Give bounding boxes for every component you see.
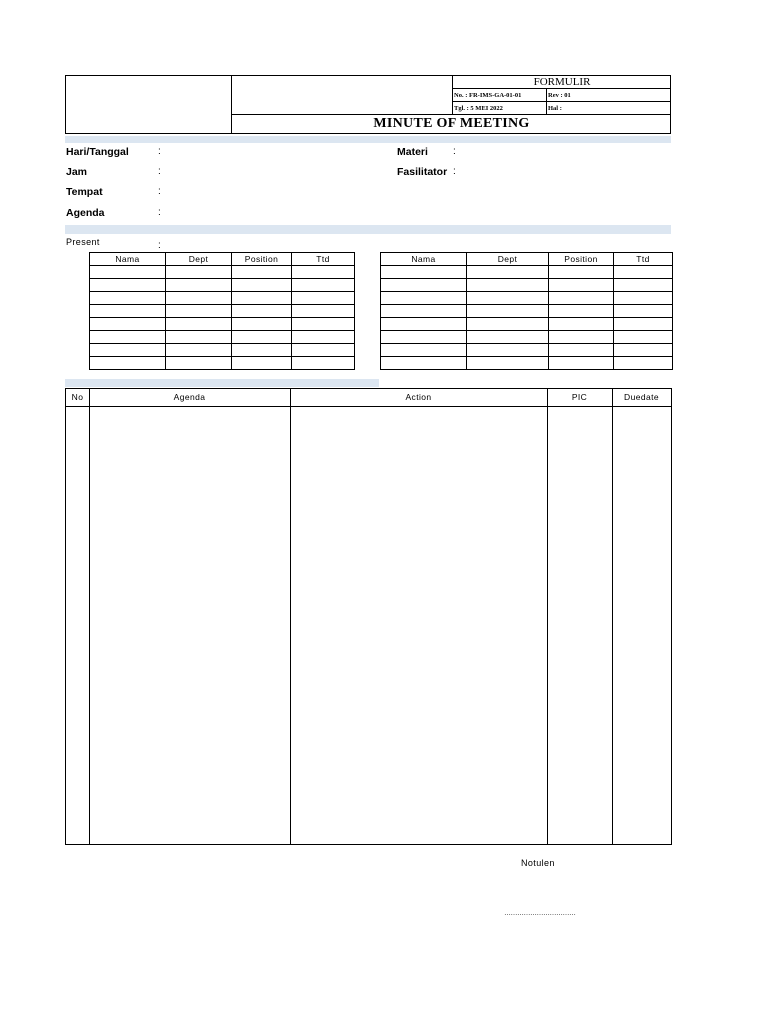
table-cell[interactable]: [381, 331, 467, 344]
facilitator-colon: :: [453, 166, 456, 177]
table-cell[interactable]: [614, 279, 673, 292]
table-row: [90, 292, 355, 305]
table-cell[interactable]: [292, 279, 355, 292]
table-cell[interactable]: [166, 279, 232, 292]
table-cell[interactable]: [549, 266, 614, 279]
table-cell[interactable]: [232, 305, 292, 318]
table-row: [90, 318, 355, 331]
table-cell[interactable]: [166, 357, 232, 370]
table-row: [381, 266, 673, 279]
document-number: No. : FR-IMS-GA-01-01: [453, 89, 547, 102]
separator-band: [65, 379, 379, 387]
table-cell[interactable]: [232, 279, 292, 292]
page-title: MINUTE OF MEETING: [373, 116, 530, 131]
table-cell[interactable]: [381, 292, 467, 305]
table-row: [381, 331, 673, 344]
revision-number: Rev : 01: [547, 89, 671, 102]
table-cell[interactable]: [614, 318, 673, 331]
table-cell[interactable]: [381, 344, 467, 357]
table-cell[interactable]: [232, 318, 292, 331]
table-cell[interactable]: [166, 266, 232, 279]
table-cell[interactable]: [166, 318, 232, 331]
attendance-table-left: [89, 252, 355, 370]
table-cell[interactable]: [90, 279, 166, 292]
table-cell[interactable]: [166, 344, 232, 357]
table-cell[interactable]: [90, 305, 166, 318]
column-header-position: Position: [549, 253, 614, 266]
column-header-dept: Dept: [166, 253, 232, 266]
column-header-pic: PIC: [571, 392, 588, 402]
table-cell[interactable]: [614, 344, 673, 357]
table-cell[interactable]: [614, 331, 673, 344]
table-cell[interactable]: [232, 344, 292, 357]
table-cell[interactable]: [614, 266, 673, 279]
table-cell[interactable]: [549, 279, 614, 292]
table-cell[interactable]: [467, 266, 549, 279]
table-cell[interactable]: [292, 266, 355, 279]
table-cell[interactable]: [549, 344, 614, 357]
duedate-column-body[interactable]: [613, 407, 671, 844]
document-date: Tgl. : 5 MEI 2022: [453, 102, 547, 115]
action-column-body[interactable]: [291, 407, 547, 844]
table-cell[interactable]: [381, 357, 467, 370]
table-row: [90, 266, 355, 279]
table-row: [381, 357, 673, 370]
column-header-duedate: Duedate: [624, 392, 659, 402]
table-cell[interactable]: [232, 357, 292, 370]
table-cell[interactable]: [549, 331, 614, 344]
table-cell[interactable]: [614, 292, 673, 305]
table-row: [90, 305, 355, 318]
place-colon: :: [158, 186, 161, 197]
table-row: [381, 279, 673, 292]
day-date-colon: :: [158, 146, 161, 157]
table-cell[interactable]: [292, 305, 355, 318]
agenda-colon: :: [158, 207, 161, 218]
time-colon: :: [158, 166, 161, 177]
table-cell[interactable]: [292, 344, 355, 357]
table-row: [381, 344, 673, 357]
table-cell[interactable]: [381, 305, 467, 318]
table-cell[interactable]: [467, 318, 549, 331]
table-cell[interactable]: [292, 318, 355, 331]
time-label: Jam: [66, 166, 88, 178]
separator-band: [65, 136, 671, 143]
logo-area: [66, 76, 232, 133]
table-cell[interactable]: [90, 318, 166, 331]
table-row: [90, 331, 355, 344]
table-row: [90, 357, 355, 370]
table-cell[interactable]: [467, 344, 549, 357]
table-cell[interactable]: [232, 331, 292, 344]
subject-label: Materi: [397, 146, 428, 158]
column-header-no: No: [71, 392, 84, 402]
table-cell[interactable]: [467, 279, 549, 292]
table-cell[interactable]: [90, 344, 166, 357]
table-cell[interactable]: [90, 266, 166, 279]
column-header-signature: Ttd: [614, 253, 673, 266]
facilitator-label: Fasilitator: [397, 166, 448, 178]
attendance-table-right: [380, 252, 673, 370]
table-cell[interactable]: [232, 266, 292, 279]
column-header-signature: Ttd: [292, 253, 355, 266]
agenda-column-body[interactable]: [90, 407, 290, 844]
table-cell[interactable]: [467, 331, 549, 344]
table-cell[interactable]: [232, 292, 292, 305]
table-row: [381, 318, 673, 331]
table-row: [90, 344, 355, 357]
table-row: [90, 279, 355, 292]
subject-colon: :: [453, 146, 456, 157]
place-label: Tempat: [66, 186, 103, 198]
table-cell[interactable]: [467, 292, 549, 305]
table-row: [381, 292, 673, 305]
pic-column-body[interactable]: [548, 407, 612, 844]
table-cell[interactable]: [614, 357, 673, 370]
table-header-row: [90, 253, 355, 266]
page-number: Hal :: [547, 102, 671, 115]
column-header-position: Position: [232, 253, 292, 266]
agenda-label: Agenda: [66, 207, 105, 219]
table-cell[interactable]: [90, 292, 166, 305]
table-cell[interactable]: [90, 331, 166, 344]
table-cell[interactable]: [90, 357, 166, 370]
column-header-name: Nama: [381, 253, 467, 266]
present-label: Present: [66, 237, 100, 247]
table-cell[interactable]: [166, 292, 232, 305]
signature-line: ……………………………: [504, 910, 576, 917]
table-cell[interactable]: [549, 357, 614, 370]
column-header-action: Action: [405, 392, 432, 402]
table-cell[interactable]: [549, 318, 614, 331]
table-cell[interactable]: [549, 292, 614, 305]
table-cell[interactable]: [467, 357, 549, 370]
present-colon: :: [158, 240, 161, 251]
column-header-dept: Dept: [467, 253, 549, 266]
table-cell[interactable]: [292, 357, 355, 370]
separator-band: [65, 225, 671, 234]
table-cell[interactable]: [614, 305, 673, 318]
no-column-body[interactable]: [66, 407, 89, 844]
company-name-area: [232, 76, 453, 115]
form-type-label: FORMULIR: [453, 76, 671, 89]
table-row: [381, 305, 673, 318]
form-header: [65, 75, 671, 134]
table-cell[interactable]: [467, 305, 549, 318]
table-header-row: [381, 253, 673, 266]
day-date-label: Hari/Tanggal: [66, 146, 129, 158]
table-cell[interactable]: [166, 305, 232, 318]
table-cell[interactable]: [292, 331, 355, 344]
notulen-label: Notulen: [521, 858, 555, 868]
action-items-table: [65, 388, 672, 845]
table-cell[interactable]: [549, 305, 614, 318]
table-cell[interactable]: [381, 279, 467, 292]
table-cell[interactable]: [166, 331, 232, 344]
column-header-name: Nama: [90, 253, 166, 266]
table-cell[interactable]: [292, 292, 355, 305]
table-cell[interactable]: [381, 318, 467, 331]
column-header-agenda: Agenda: [173, 392, 206, 402]
table-cell[interactable]: [381, 266, 467, 279]
